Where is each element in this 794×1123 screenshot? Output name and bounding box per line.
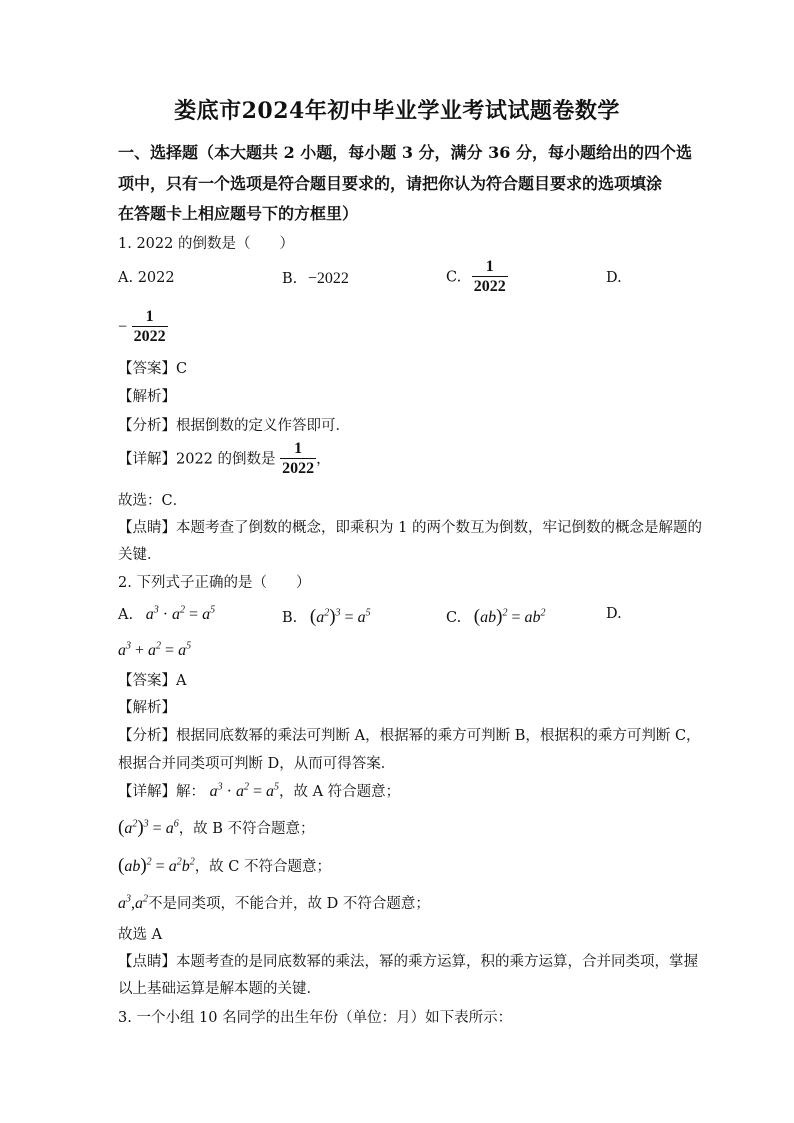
q2-guxuan: 故选 A bbox=[118, 927, 163, 943]
formula: $(a^2)^3 = a^6$ bbox=[118, 817, 179, 838]
q2-analysis-tag: 【解析】 bbox=[118, 700, 176, 716]
section-heading-line2: 项中，只有一个选项是符合题目要求的，请把你认为符合题目要求的选项填涂 bbox=[118, 174, 663, 193]
section-heading-line3: 在答题卡上相应题号下的方框里） bbox=[118, 204, 359, 223]
q1-fenxi bbox=[118, 414, 350, 435]
q2-xiangjie-step-d bbox=[118, 892, 430, 913]
numerator: 1 bbox=[145, 308, 154, 325]
q2-option-d-label: D. bbox=[606, 606, 622, 622]
formula: $a^3 \cdot a^2 = a^5$ bbox=[209, 781, 279, 800]
dianjing-tag: 【点睛】 bbox=[118, 954, 176, 970]
section-heading-line1: 一、选择题（本大题共 2 小题，每小题 3 分，满分 36 分，每小题给出的四个选 bbox=[118, 143, 692, 162]
numerator: 1 bbox=[294, 440, 303, 457]
option-label: A. bbox=[118, 607, 134, 623]
answer-value: C bbox=[176, 361, 188, 377]
xiangjie-tag: 【详解】 bbox=[118, 784, 176, 800]
step-text: 不是同类项，不能合并，故 D 不符合题意； bbox=[148, 896, 430, 912]
option-label: C. bbox=[446, 269, 462, 286]
q2-dianjing bbox=[118, 950, 698, 971]
q1-dianjing-line2: 关键． bbox=[118, 547, 162, 563]
option-label: B. bbox=[282, 271, 298, 287]
xiangjie-text: 解： bbox=[176, 784, 205, 800]
q2-option-a bbox=[118, 606, 215, 624]
formula: $(ab)^2 = ab^2$ bbox=[473, 606, 546, 627]
q1-option-b bbox=[282, 270, 349, 288]
q2-dianjing-line2: 以上基础运算是解本题的关键． bbox=[118, 981, 321, 997]
fenxi-tag: 【分析】 bbox=[118, 418, 176, 434]
numerator: 1 bbox=[485, 258, 494, 275]
q2-fenxi-line2: 根据合并同类项可判断 D，从而可得答案． bbox=[118, 756, 396, 772]
formula: $a^3 + a^2 = a^5$ bbox=[118, 640, 192, 659]
answer-tag: 【答案】 bbox=[118, 361, 176, 377]
q1-xiangjie bbox=[118, 440, 331, 479]
minus-sign: − bbox=[118, 318, 128, 336]
q1-guxuan: 故选：C． bbox=[118, 493, 188, 509]
option-label: B. bbox=[282, 610, 298, 626]
q2-option-c bbox=[446, 606, 545, 628]
q1-stem: 1. 2022 的倒数是（ ） bbox=[118, 236, 294, 252]
q1-option-c bbox=[446, 258, 508, 297]
xiangjie-text: 2022 的倒数是 bbox=[176, 451, 276, 468]
fraction bbox=[472, 258, 508, 297]
xiangjie-post: ， bbox=[316, 451, 331, 468]
q1-option-d-label: D. bbox=[606, 270, 622, 286]
answer-value: A bbox=[176, 673, 187, 689]
formula: $a^3 \cdot a^2 = a^5$ bbox=[145, 604, 216, 623]
q2-option-b bbox=[282, 606, 371, 628]
denominator: 2022 bbox=[133, 328, 166, 346]
q2-option-d bbox=[118, 642, 191, 660]
fenxi-text: 根据同底数幂的乘法可判断 A，根据幂的乘方可判断 B，根据积的乘方可判断 C， bbox=[176, 728, 701, 744]
q2-fenxi bbox=[118, 724, 701, 745]
fenxi-tag: 【分析】 bbox=[118, 728, 176, 744]
dianjing-text: 本题考查的是同底数幂的乘法，幂的乘方运算，积的乘方运算，合并同类项，掌握 bbox=[176, 954, 698, 970]
answer-tag: 【答案】 bbox=[118, 673, 176, 689]
q2-xiangjie-step-b bbox=[118, 817, 315, 839]
formula: $a^3,a^2$ bbox=[118, 893, 148, 912]
q1-answer bbox=[118, 357, 187, 378]
q2-stem: 2. 下列式子正确的是（ ） bbox=[118, 575, 311, 591]
fraction bbox=[280, 440, 316, 479]
q1-analysis-tag: 【解析】 bbox=[118, 389, 176, 405]
fenxi-text: 根据倒数的定义作答即可． bbox=[176, 418, 350, 434]
q3-stem: 3. 一个小组 10 名同学的出生年份（单位：月）如下表所示： bbox=[118, 1010, 513, 1026]
step-text: ，故 C 不符合题意； bbox=[194, 859, 331, 875]
q1-dianjing bbox=[118, 516, 702, 537]
option-label: C. bbox=[446, 610, 462, 626]
xiangjie-tag: 【详解】 bbox=[118, 451, 176, 468]
denominator: 2022 bbox=[282, 460, 315, 478]
page-title: 娄底市2024年初中毕业学业考试试题卷数学 bbox=[174, 98, 620, 124]
step-text: ，故 A 符合题意； bbox=[278, 784, 401, 800]
formula: $(ab)^2 = a^2b^2$ bbox=[118, 855, 195, 876]
q1-option-a: A. 2022 bbox=[118, 270, 175, 286]
step-text: ，故 B 不符合题意； bbox=[178, 821, 315, 837]
formula: $(a^2)^3 = a^5$ bbox=[309, 606, 371, 627]
q2-answer bbox=[118, 669, 186, 690]
denominator: 2022 bbox=[473, 278, 506, 296]
option-value: −2022 bbox=[307, 270, 349, 287]
q1-option-d bbox=[118, 308, 168, 347]
fraction bbox=[132, 308, 168, 347]
q2-xiangjie-step-a bbox=[118, 780, 400, 801]
dianjing-text: 本题考查了倒数的概念，即乘积为 1 的两个数互为倒数，牢记倒数的概念是解题的 bbox=[176, 520, 702, 536]
dianjing-tag: 【点睛】 bbox=[118, 520, 176, 536]
q2-xiangjie-step-c bbox=[118, 855, 331, 877]
